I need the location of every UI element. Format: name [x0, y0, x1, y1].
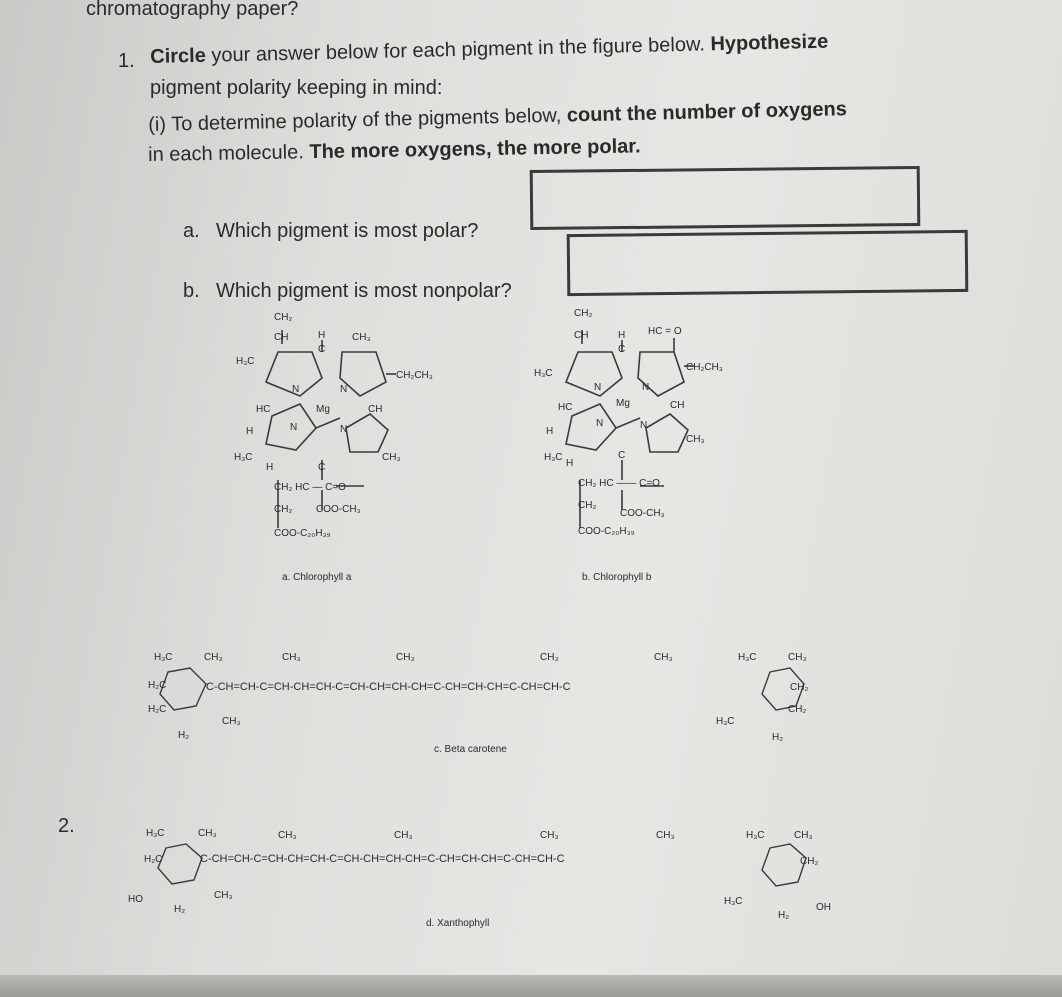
svg-text:HC: HC [558, 402, 573, 413]
svg-text:CH₂CH₃: CH₂CH₃ [396, 370, 433, 381]
svg-text:H: H [618, 330, 626, 341]
q1-number: 1. [118, 50, 135, 72]
svg-text:H₂: H₂ [178, 730, 190, 741]
svg-text:H₃C: H₃C [534, 368, 553, 379]
caption-beta-carotene: c. Beta carotene [434, 744, 507, 755]
xanthophyll-labels [128, 828, 831, 921]
svg-text:H₂C: H₂C [148, 704, 167, 715]
svg-text:CH₃: CH₃ [214, 890, 233, 901]
svg-text:H₂: H₂ [174, 904, 186, 915]
xanthophyll-chain: C-CH=CH-C=CH-CH=CH-C=CH-CH=CH-CH=C-CH=CH-CH=C-CH=CH-C [200, 853, 565, 865]
svg-text:H₃C: H₃C [154, 652, 173, 663]
svg-text:C: C [618, 344, 626, 355]
svg-text:CH₂ HC —— C=O: CH₂ HC —— C=O [578, 478, 660, 489]
chlorophyll-a-labels [234, 312, 433, 539]
svg-text:H₃C: H₃C [746, 830, 765, 841]
q1-line2: pigment polarity keeping in mind: [150, 77, 443, 99]
svg-text:N: N [640, 420, 648, 431]
svg-text:H₃C: H₃C [234, 452, 253, 463]
caption-chlorophyll-b: b. Chlorophyll b [582, 572, 652, 583]
svg-text:H₃C: H₃C [236, 356, 255, 367]
svg-text:CH₃: CH₃ [204, 652, 223, 663]
svg-text:HC = O: HC = O [648, 326, 682, 337]
svg-text:H₃C: H₃C [146, 828, 165, 839]
chlorophyll-a-structure [266, 330, 396, 528]
svg-text:N: N [596, 418, 604, 429]
svg-text:CH: CH [368, 404, 383, 415]
svg-text:CH₃: CH₃ [352, 332, 371, 343]
svg-text:H₃C: H₃C [544, 452, 563, 463]
beta-carotene-labels [148, 652, 808, 743]
sub-i-bold1: count the number of oxygens [566, 98, 848, 127]
svg-text:H: H [266, 462, 274, 473]
q2-number: 2. [58, 815, 75, 837]
sub-i-line2: in each molecule. [148, 141, 310, 166]
svg-text:N: N [292, 384, 300, 395]
svg-text:CH₂: CH₂ [578, 500, 597, 511]
svg-text:CH₂: CH₂ [274, 312, 293, 323]
svg-text:CH₃: CH₃ [656, 830, 675, 841]
svg-text:H₂: H₂ [772, 732, 784, 743]
svg-text:H: H [318, 330, 326, 341]
svg-text:CH₂: CH₂ [790, 682, 809, 693]
q1-circle-bold: Circle [150, 44, 207, 68]
svg-text:N: N [340, 384, 348, 395]
svg-text:N: N [340, 424, 348, 435]
svg-text:CH: CH [574, 330, 589, 341]
svg-text:H₂: H₂ [778, 910, 790, 921]
svg-text:COO-CH₃: COO-CH₃ [620, 508, 665, 519]
svg-text:CH₃: CH₃ [686, 434, 705, 445]
svg-text:H: H [546, 426, 554, 437]
xanthophyll-structure [158, 844, 806, 886]
svg-text:CH₂CH₃: CH₂CH₃ [686, 362, 723, 373]
sub-i-bold2: The more oxygens, the more polar. [309, 135, 641, 164]
q1-line1-text: your answer below for each pigment in the figure below. [205, 33, 711, 67]
svg-text:COO-CH₃: COO-CH₃ [316, 504, 361, 515]
svg-text:CH₃: CH₃ [654, 652, 673, 663]
svg-text:H₃C: H₃C [738, 652, 757, 663]
svg-text:N: N [290, 422, 298, 433]
svg-text:Mg: Mg [316, 404, 330, 415]
svg-text:CH₃: CH₃ [382, 452, 401, 463]
caption-chlorophyll-a: a. Chlorophyll a [282, 572, 352, 583]
svg-text:HO: HO [128, 894, 143, 905]
chlorophyll-b-structure [566, 330, 694, 528]
svg-text:H: H [246, 426, 254, 437]
svg-text:H₂C: H₂C [148, 680, 167, 691]
svg-text:CH₃: CH₃ [278, 830, 297, 841]
svg-text:C: C [618, 450, 626, 461]
svg-text:CH₃: CH₃ [540, 652, 559, 663]
svg-text:CH: CH [670, 400, 685, 411]
svg-text:CH₃: CH₃ [394, 830, 413, 841]
header-fragment: chromatography paper? [86, 0, 299, 20]
svg-text:CH₂ HC — C=O: CH₂ HC — C=O [274, 482, 346, 493]
svg-text:CH₃: CH₃ [282, 652, 301, 663]
svg-text:CH₂: CH₂ [574, 308, 593, 319]
svg-text:H: H [566, 458, 574, 469]
svg-text:COO-C₂₀H₃₉: COO-C₂₀H₃₉ [274, 528, 331, 539]
svg-text:H₃C: H₃C [716, 716, 735, 727]
svg-text:CH₃: CH₃ [222, 716, 241, 727]
caption-xanthophyll: d. Xanthophyll [426, 918, 490, 929]
q1b-label: b. [183, 280, 200, 302]
svg-text:CH: CH [274, 332, 289, 343]
svg-text:CH₃: CH₃ [540, 830, 559, 841]
svg-text:C: C [318, 344, 326, 355]
q1a-text: Which pigment is most polar? [216, 220, 479, 242]
svg-text:N: N [594, 382, 602, 393]
svg-text:CH₃: CH₃ [198, 828, 217, 839]
svg-text:CH₃: CH₃ [396, 652, 415, 663]
svg-text:N: N [642, 382, 650, 393]
table-edge-shadow [0, 975, 1062, 997]
q1b-text: Which pigment is most nonpolar? [216, 280, 512, 302]
svg-text:CH₃: CH₃ [794, 830, 813, 841]
beta-carotene-chain: C-CH=CH-C=CH-CH=CH-C=CH-CH=CH-CH=C-CH=CH-CH=C-CH=CH-C [206, 681, 571, 693]
svg-text:COO-C₂₀H₃₉: COO-C₂₀H₃₉ [578, 526, 635, 537]
q1a-label: a. [183, 220, 200, 242]
svg-text:OH: OH [816, 902, 831, 913]
svg-text:CH₃: CH₃ [788, 652, 807, 663]
svg-text:CH₂: CH₂ [274, 504, 293, 515]
svg-text:Mg: Mg [616, 398, 630, 409]
svg-text:CH₂: CH₂ [800, 856, 819, 867]
q1-hypothesize-bold: Hypothesize [710, 30, 829, 56]
svg-text:H₃C: H₃C [724, 896, 743, 907]
svg-text:C: C [318, 462, 326, 473]
svg-text:CH₂: CH₂ [788, 704, 807, 715]
svg-text:H₂C: H₂C [144, 854, 163, 865]
svg-text:HC: HC [256, 404, 271, 415]
sub-i-prefix: (i) To determine polarity of the pigments below, [148, 104, 568, 136]
